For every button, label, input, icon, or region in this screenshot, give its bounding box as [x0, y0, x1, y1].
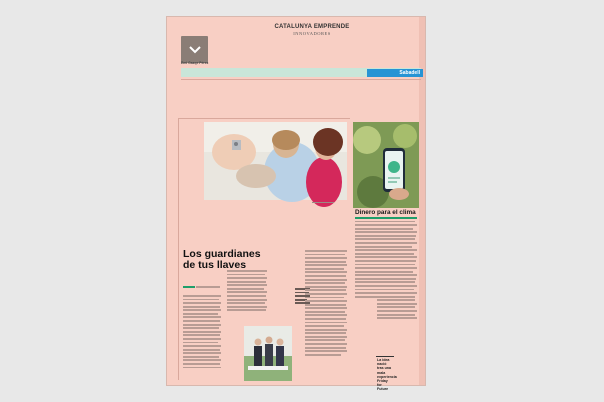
article-frame-top — [178, 118, 350, 119]
main-photo — [204, 122, 347, 200]
pull-quote-rule — [376, 356, 394, 357]
author-credit — [181, 61, 208, 65]
sponsor-logo — [367, 69, 423, 77]
collapse-button[interactable] — [181, 36, 208, 63]
article-column-3 — [305, 250, 347, 357]
pull-quote: La idea nació tras una mala experiencia Friday for Future — [377, 358, 397, 392]
section-header — [257, 24, 367, 36]
section-subtitle: INNOVADORES — [293, 31, 331, 36]
article-frame-left — [178, 118, 179, 380]
article-column-1 — [183, 277, 221, 370]
sidebar-photo — [353, 122, 419, 208]
author-name: Emi Gazqe Pérez — [181, 61, 209, 65]
sidebar-title: Dinero para el clima — [355, 209, 416, 216]
divider — [181, 79, 421, 80]
sabadell-logo-text: Sabadell — [399, 70, 420, 76]
newspaper-page — [167, 17, 425, 392]
photo-credit — [312, 202, 334, 203]
headline-line-1: Los guardianes — [183, 248, 261, 260]
article-headline — [183, 249, 283, 270]
chevron-down-icon — [189, 46, 201, 54]
article-column-2 — [227, 270, 267, 313]
headline-line-2: de tus llaves — [183, 258, 247, 271]
sidebar-body — [355, 217, 419, 321]
section-title: CATALUNYA EMPRENDE — [274, 24, 350, 30]
group-photo — [244, 326, 292, 381]
